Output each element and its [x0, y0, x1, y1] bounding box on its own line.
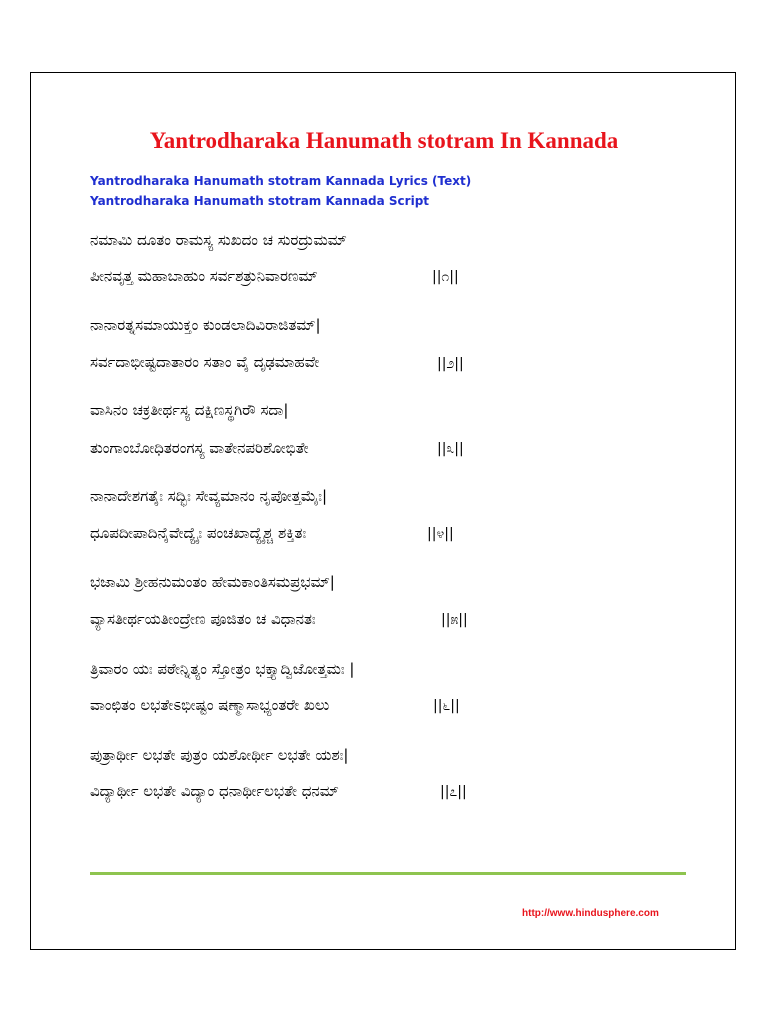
- verse-2-line-1: ನಾನಾರತ್ನಸಮಾಯುಕ್ತಂ ಕುಂಡಲಾದಿವಿರಾಜಿತಮ್|: [90, 316, 321, 334]
- verse-6-line-1: ತ್ರಿವಾರಂ ಯಃ ಪಠೇನ್ನಿತ್ಯಂ ಸ್ತೋತ್ರಂ ಭಕ್ತ್ಯಾದ್ವಿಜೋತ್ತಮಃ |: [90, 660, 355, 678]
- footer-url-link[interactable]: http://www.hindusphere.com: [522, 908, 659, 919]
- subtitle-script: Yantrodharaka Hanumath stotram Kannada Script: [90, 194, 430, 208]
- verse-1-line-1: ನಮಾಮಿ ದೂತಂ ರಾಮಸ್ಯ ಸುಖದಂ ಚ ಸುರದ್ರುಮಮ್: [90, 231, 347, 249]
- verse-1-line-2: ಪೀನವೃತ್ತ ಮಹಾಬಾಹುಂ ಸರ್ವಶತ್ರುನಿವಾರಣಮ್: [90, 267, 318, 285]
- verse-6-line-2: ವಾಂಛಿತಂ ಲಭತೇಽಭೀಷ್ಟಂ ಷಣ್ಮಾಸಾಭ್ಯಂತರೇ ಖಲು: [90, 696, 330, 714]
- verse-7-number: ||೭||: [440, 784, 467, 800]
- verse-5-line-1: ಭಜಾಮಿ ಶ್ರೀಹನುಮಂತಂ ಹೇಮಕಾಂತಿಸಮಪ್ರಭಮ್|: [90, 573, 335, 591]
- verse-7-line-2: ವಿದ್ಯಾರ್ಥೀ ಲಭತೇ ವಿದ್ಯಾಂ ಧನಾರ್ಥೀಲಭತೇ ಧನಮ್: [90, 782, 339, 800]
- verse-3-line-2: ತುಂಗಾಂಬೋಧಿತರಂಗಸ್ಯ ವಾತೇನಪರಿಶೋಭಿತೇ: [90, 439, 309, 457]
- verse-4-line-1: ನಾನಾದೇಶಗತೈಃ ಸದ್ಭಿಃ ಸೇವ್ಯಮಾನಂ ನೃಪೋತ್ತಮೈಃ|: [90, 487, 328, 505]
- verse-4-line-2: ಧೂಪದೀಪಾದಿನೈವೇದ್ಯೈಃ ಪಂಚಖಾದ್ಯೈಶ್ಚ ಶಕ್ತಿತಃ: [90, 524, 307, 542]
- verse-3-number: ||೩||: [437, 441, 464, 457]
- verse-2-line-2: ಸರ್ವದಾಭೀಷ್ಟದಾತಾರಂ ಸತಾಂ ವೈ ದೃಢಮಾಹವೇ: [90, 353, 320, 371]
- document-title: Yantrodharaka Hanumath stotram In Kannada: [149, 128, 619, 153]
- verse-7-line-1: ಪುತ್ರಾರ್ಥೀ ಲಭತೇ ಪುತ್ರಂ ಯಶೋರ್ಥೀ ಲಭತೇ ಯಶಃ|: [90, 746, 349, 764]
- subtitle-lyrics: Yantrodharaka Hanumath stotram Kannada Lyrics (Text): [90, 174, 472, 188]
- verse-3-line-1: ವಾಸಿನಂ ಚಕ್ರತೀರ್ಥಸ್ಯ ದಕ್ಷಿಣಸ್ಥಗಿರೌ ಸದಾ|: [90, 401, 289, 419]
- verse-5-number: ||೫||: [441, 612, 468, 628]
- verse-2-number: ||೨||: [437, 356, 464, 372]
- verse-4-number: ||೪||: [427, 526, 454, 542]
- verse-6-number: ||೬||: [433, 698, 460, 714]
- footer-divider: [90, 872, 686, 875]
- verse-1-number: ||೧||: [432, 269, 459, 285]
- verse-5-line-2: ವ್ಯಾಸತೀರ್ಥಯತೀಂದ್ರೇಣ ಪೂಜಿತಂ ಚ ವಿಧಾನತಃ: [90, 610, 316, 628]
